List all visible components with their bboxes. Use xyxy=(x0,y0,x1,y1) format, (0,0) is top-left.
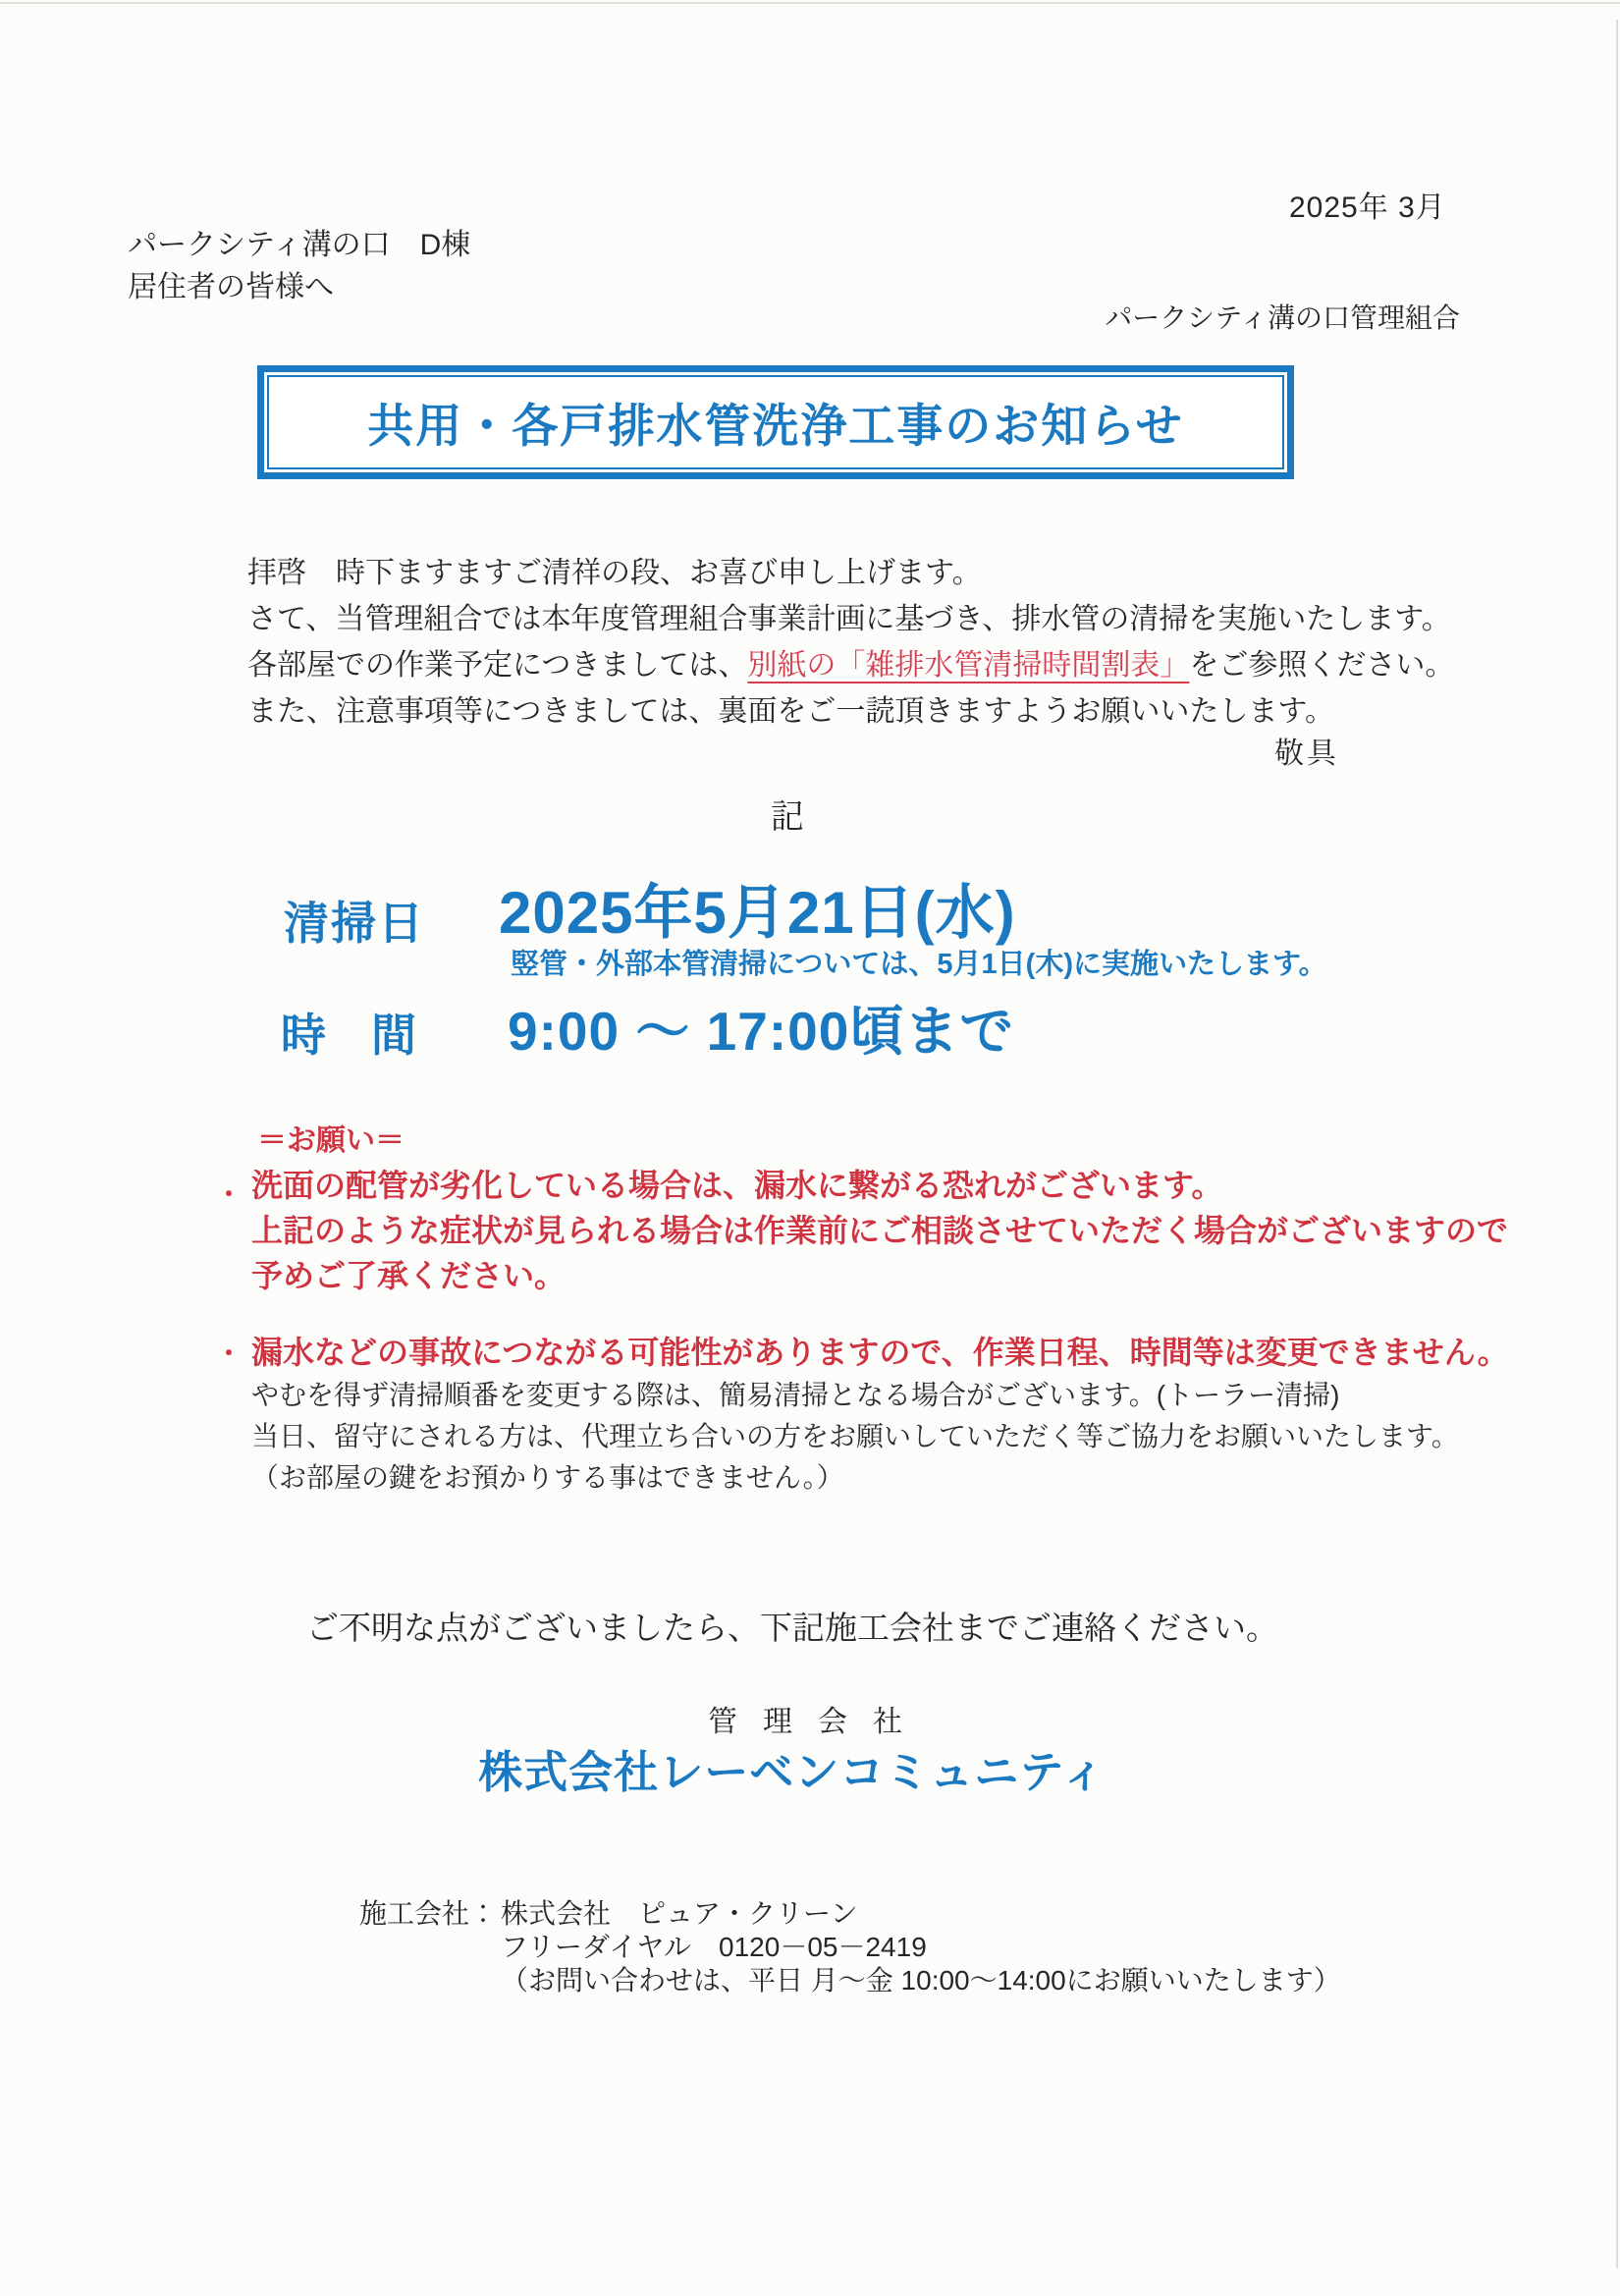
addressee-block xyxy=(128,224,470,308)
document-title: 共用・各戸排水管洗浄工事のお知らせ xyxy=(367,399,1184,452)
contractor-name: 株式会社 ピュア・クリーン xyxy=(501,1898,858,1929)
record-mark: 記 xyxy=(771,798,804,836)
inquiry-line: ご不明な点がございましたら、下記施工会社までご連絡ください。 xyxy=(306,1610,1278,1646)
addressee-residents: 居住者の皆様へ xyxy=(128,271,334,303)
scan-artifact-right-edge xyxy=(1616,20,1618,2269)
contractor-block xyxy=(359,1897,1341,1997)
request-bullet-2-details xyxy=(251,1375,1459,1499)
contractor-note: （お問い合わせは、平日 月～金 10:00～14:00にお願いいたします） xyxy=(501,1965,1341,1995)
cleaning-date-value: 2025年5月21日(水) xyxy=(499,880,1016,946)
attached-schedule-reference: 別紙の「雑排水管清掃時間割表」 xyxy=(747,649,1190,682)
time-label: 時 間 xyxy=(281,1010,416,1061)
contractor-label: 施工会社： xyxy=(359,1898,498,1929)
sender-name: パークシティ溝の口管理組合 xyxy=(1105,302,1460,333)
request-bullet-1-line-2: 上記のような症状が見られる場合は作業前にご相談させていただく場合がございますので xyxy=(251,1213,1509,1248)
management-company-label: 管理会社 xyxy=(708,1706,928,1738)
request-bullet-2-line-2: やむを得ず清掃順番を変更する際は、簡易清掃となる場合がございます。(トーラー清掃) xyxy=(251,1380,1340,1410)
request-bullet-1-line-3: 予めご了承ください。 xyxy=(251,1258,567,1293)
title-box-inner-border xyxy=(267,375,1284,469)
contractor-details xyxy=(501,1897,1341,1997)
request-bullet-2-headline: 漏水などの事故につながる可能性がありますので、作業日程、時間等は変更できません。 xyxy=(251,1335,1509,1370)
cleaning-date-label: 清掃日 xyxy=(284,898,425,949)
request-bullet-1-line-1: 洗面の配管が劣化している場合は、漏水に繋がる恐れがございます。 xyxy=(251,1168,1223,1203)
addressee-building: パークシティ溝の口 D棟 xyxy=(128,229,471,261)
management-company-name: 株式会社レーベンコミュニティ xyxy=(478,1747,1107,1797)
greeting-line-3 xyxy=(247,640,1454,683)
greeting-line-3-suffix: をご参照ください。 xyxy=(1189,649,1455,682)
greeting-line-3-prefix: 各部屋での作業予定につきましては、 xyxy=(247,649,748,682)
document-date: 2025年 3月 xyxy=(1289,191,1446,224)
greeting-line-2: さて、当管理組合では本年度管理組合事業計画に基づき、排水管の清掃を実施いたします。 xyxy=(247,603,1451,635)
request-heading: ＝お願い＝ xyxy=(257,1124,405,1157)
bullet-dot-2: ・ xyxy=(216,1339,243,1368)
bullet-dot-1: ・ xyxy=(216,1179,243,1209)
request-bullet-2-line-3: 当日、留守にされる方は、代理立ち合いの方をお願いしていただく等ご協力をお願いいたします。 xyxy=(251,1421,1459,1451)
greeting-line-1: 拝啓 時下ますますご清祥の段、お喜び申し上げます。 xyxy=(247,557,982,589)
scan-artifact-top-edge xyxy=(0,2,1620,4)
contractor-phone: フリーダイヤル 0120－05－2419 xyxy=(501,1932,927,1962)
greeting-line-4: また、注意事項等につきましては、裏面をご一読頂きますようお願いいたします。 xyxy=(247,695,1334,728)
cleaning-date-note: 竪管・外部本管清掃については、5月1日(木)に実施いたします。 xyxy=(511,949,1327,980)
request-bullet-2-line-4: （お部屋の鍵をお預かりする事はできません。） xyxy=(251,1462,844,1493)
request-bullet-1 xyxy=(251,1163,1508,1298)
title-box xyxy=(257,365,1294,479)
closing-keigu: 敬具 xyxy=(1274,738,1339,770)
time-value: 9:00 ～ 17:00頃まで xyxy=(508,1001,1015,1062)
